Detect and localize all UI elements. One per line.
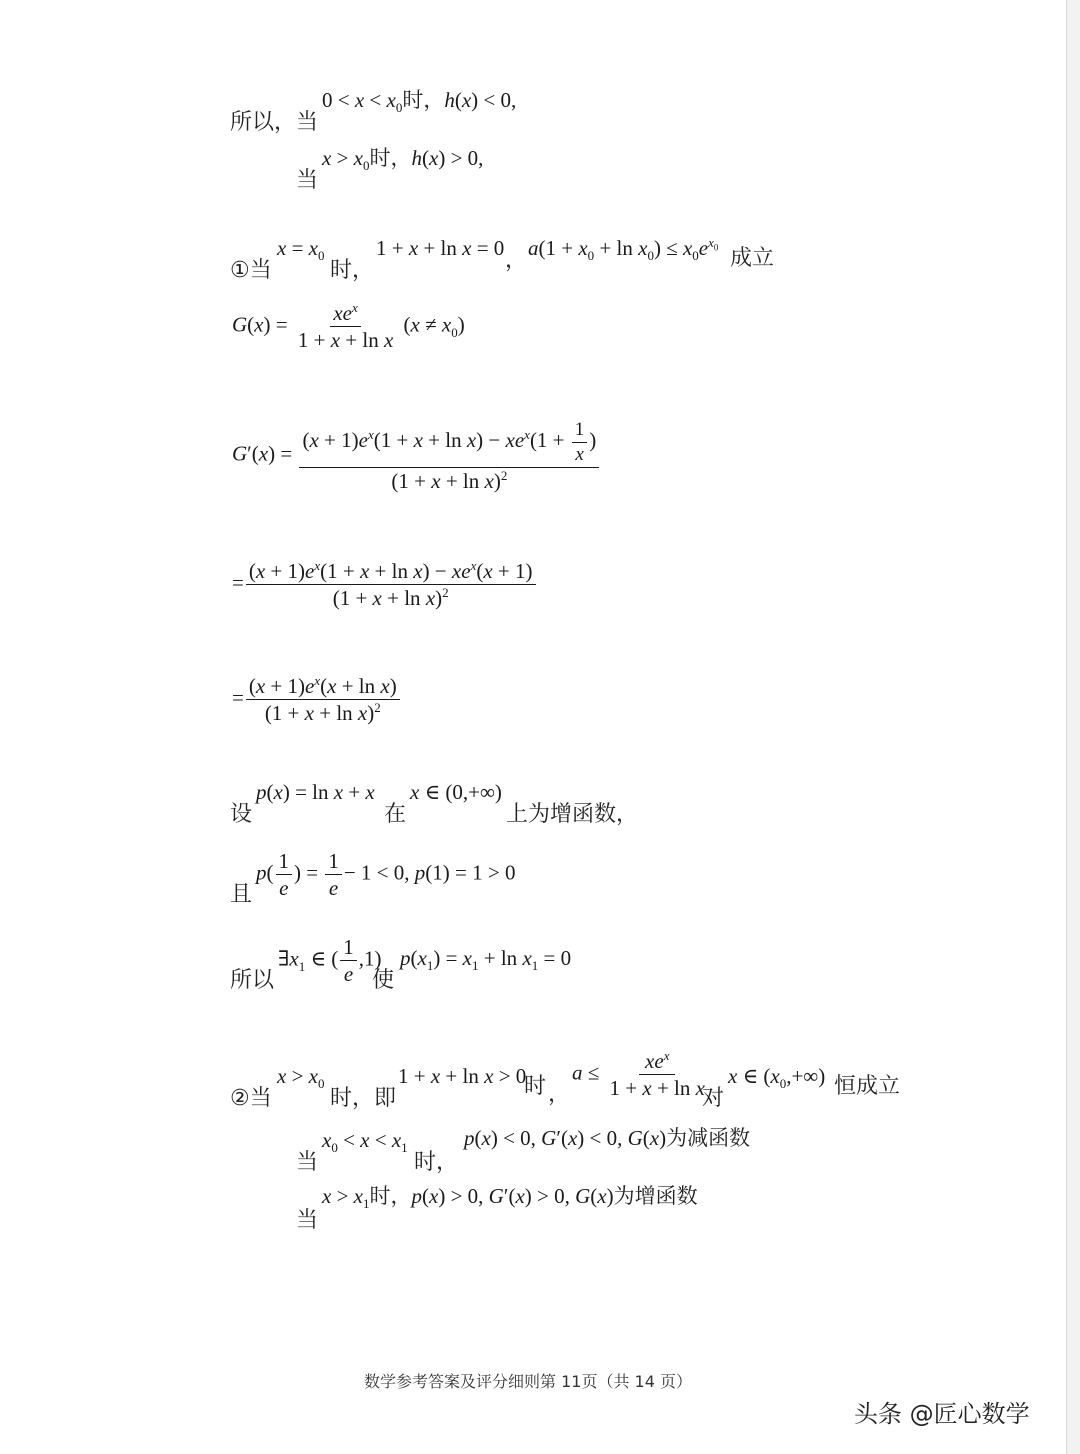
case2-positive: 1 + x + ln x > 0 — [398, 1064, 527, 1088]
page-footer: 数学参考答案及评分细则第 11页（共 14 页） — [364, 1372, 692, 1391]
increasing-label: 上为增函数， — [506, 802, 639, 827]
and-label: 且 — [230, 882, 253, 907]
subcase1-result: p(x) < 0, G′(x) < 0, G(x)为减函数 — [464, 1126, 751, 1150]
case1-comma: ， — [505, 248, 528, 273]
subcase1-range: $x_0 < x < x_1$ — [322, 1128, 408, 1156]
such-that-label: 使 — [372, 968, 395, 993]
condition-h-negative: $0 < x < x_0$时，h(x) < 0, — [322, 88, 517, 116]
G-prime-step2: = $\frac{(x + 1)e^x(1 + x + \ln x) - xe^x(x + 1)}{(1 + x + \ln x)^2}$ — [232, 558, 538, 612]
case2-label: ②当 — [230, 1086, 272, 1111]
p-domain: x ∈ (0,+∞) — [410, 780, 502, 804]
p-values: p( $\frac{1}{e}$ ) = $\frac{1}{e}$ − 1 < 0, p(1) = 1 > 0 — [256, 849, 516, 901]
case2-a-bound: a ≤ $\frac{xe^x}{\text{1 + x + ln x}}$ — [572, 1048, 705, 1101]
case1-x-eq-x0: $x = x_0$ — [277, 236, 325, 264]
case1-equation: 1 + x + ln x = 0 — [376, 236, 505, 260]
case1-time: 时， — [330, 258, 375, 283]
case2-for: 对 — [702, 1086, 725, 1111]
G-prime-definition: G′(x) = $(x + 1)e^x(1 + x + \ln x) - xe^x(1$ + $\frac{1}{x}$ ) $(1 + x + \ln x)^2$ — [232, 418, 601, 494]
p-root: $p(x_1) = x_1 + \ln x_1 = 0$ — [400, 946, 572, 974]
subcase2-result: $x > x_1$时，p(x) > 0, G′(x) > 0, G(x)为增函数 — [322, 1184, 698, 1212]
case2-comma: ， — [548, 1082, 571, 1107]
watermark: 头条 @匠心数学 — [854, 1400, 1030, 1428]
case1-holds: 成立 — [730, 246, 775, 271]
subcase1-when: 当 — [296, 1150, 319, 1175]
case2-x-gt-x0: $x > x_0$ — [277, 1064, 325, 1092]
so-when-label: 所以，当 — [230, 110, 319, 135]
condition-h-positive: $x > x_0$时，h(x) > 0, — [322, 146, 484, 174]
on-label: 在 — [384, 802, 407, 827]
set-label: 设 — [230, 802, 253, 827]
when-label: 当 — [296, 168, 319, 193]
so-label: 所以 — [230, 968, 275, 993]
p-definition: p(x) = ln x + x — [256, 780, 375, 804]
case2-time-ie: 时，即 — [330, 1086, 397, 1111]
subcase1-time: 时， — [414, 1150, 459, 1175]
case2-time: 时 — [524, 1074, 547, 1099]
case1-inequality: $a(1 + x_0 + \ln x_0) \le x_0e^{x_0}$ — [528, 235, 719, 264]
G-prime-step3: = $\frac{(x + 1)e^x(x + \ln x)}{(1 + x + \ln x)^2}$ — [232, 673, 402, 727]
case1-label: ①当 — [230, 258, 272, 283]
case2-always-holds: 恒成立 — [834, 1074, 901, 1099]
exists-x1: $\exists x_1$ ∈ ( $\frac{1}{e}$ ,1) — [278, 935, 382, 987]
case2-domain: x ∈ $(x_0,+\infty)$ — [728, 1064, 826, 1092]
G-definition: G(x) = $\frac{xe^x}{\text{1 + x + ln x}}$ $(x \ne x_0)$ — [232, 300, 465, 353]
subcase2-when: 当 — [296, 1208, 319, 1233]
